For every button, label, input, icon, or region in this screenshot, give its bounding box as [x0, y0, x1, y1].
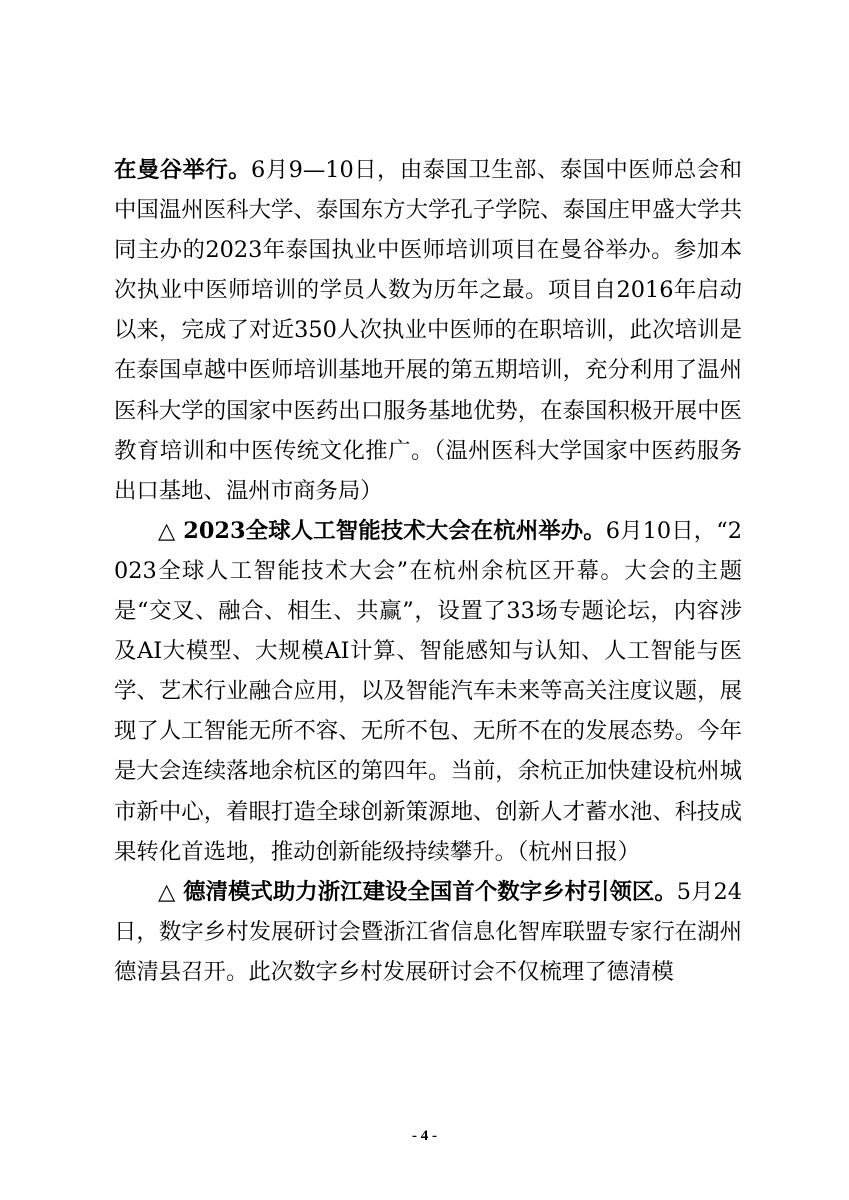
- paragraph-deqing-digital-village: [114, 872, 742, 992]
- paragraph-thailand-tcm-training: [114, 150, 742, 511]
- document-page: [114, 150, 742, 992]
- paragraph-body: 6月10日，“2023全球人工智能技术大会”在杭州余杭区开幕。大会的主题是“交叉、融合、相生、共赢”，设置了33场专题论坛，内容涉及AI大模型、大规模AI计算、智能感知与认知、人工智能与医学、艺术行业融合应用，以及智能汽车未来等高关注度议题，展现了人工智能无所不容、无所不包、无所不在的发展态势。今年是大会连续落地余杭区的第四年。当前，余杭正加快建设杭州城市新中心，着眼打造全球创新策源地、创新人才蓄水池、科技成果转化首选地，推动创新能级持续攀升。（杭州日报）: [114, 517, 742, 865]
- paragraph-body: 6月9—10日，由泰国卫生部、泰国中医师总会和中国温州医科大学、泰国东方大学孔子学院、泰国庄甲盛大学共同主办的2023年泰国执业中医师培训项目在曼谷举办。参加本次执业中医师培训的学员人数为历年之最。项目自2016年启动以来，完成了对近350人次执业中医师的在职培训，此次培训是在泰国卓越中医师培训基地开展的第五期培训，充分利用了温州医科大学的国家中医药出口服务基地优势，在泰国积极开展中医教育培训和中医传统文化推广。（温州医科大学国家中医药服务出口基地、温州市商务局）: [114, 157, 743, 504]
- paragraph-lead: △ 德清模式助力浙江建设全国首个数字乡村引领区。: [158, 878, 677, 905]
- paragraph-ai-conference: [114, 511, 742, 872]
- page-number: - 4 -: [412, 1128, 437, 1144]
- paragraph-lead: △ 2023全球人工智能技术大会在杭州举办。: [158, 517, 606, 544]
- paragraph-body: 5月24日，数字乡村发展研讨会暨浙江省信息化智库联盟专家行在湖州德清县召开。此次数字乡村发展研讨会不仅梳理了德清模: [114, 878, 742, 985]
- paragraph-lead: 在曼谷举行。: [114, 157, 252, 183]
